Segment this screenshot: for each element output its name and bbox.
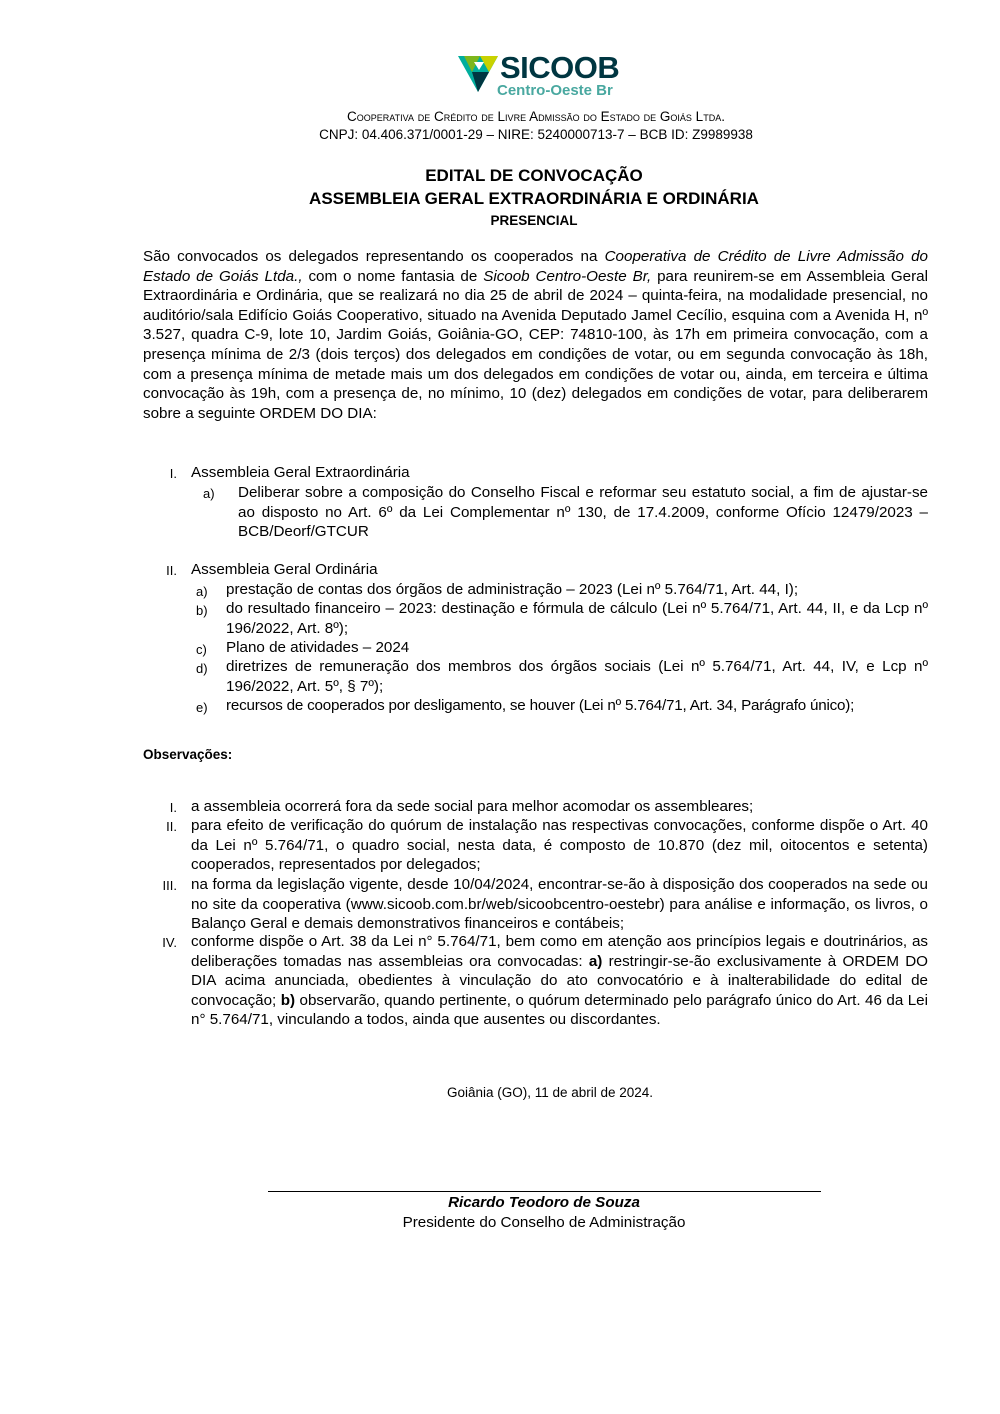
agenda-item: prestação de contas dos órgãos de administração – 2023 (Lei nº 5.764/71, Art. 44, I); [226, 581, 799, 598]
agenda-item-letter: b) [196, 603, 208, 618]
sicoob-logo-mark-icon [458, 54, 498, 94]
agenda-item-letter: a) [196, 584, 208, 599]
signer-name: Ricardo Teodoro de Souza [448, 1194, 640, 1211]
agenda-numeral: II. [166, 563, 177, 578]
observation-text: restringir-se-ão exclusivamente à ORDEM DO DIA acima anunciada, obedientes à vinculação do ato convocatório e à inalterabilidade do edital de convocação; [191, 952, 928, 1009]
observation-item: na forma da legislação vigente, desde 10/04/2024, encontrar-se-ão à disposição dos cooperados na sede ou no site da cooperativa (www.sicoob.com.br/web/sicoobcentro-oestebr) para análise e informação, os livros, o Balanço Geral e demais demonstrativos financeiros e contábeis; [191, 876, 928, 932]
observation-numeral: III. [162, 878, 177, 893]
document-subtitle: ASSEMBLEIA GERAL EXTRAORDINÁRIA E ORDINÁRIA [309, 189, 759, 208]
agenda-item: Deliberar sobre a composição do Conselho Fiscal e reformar seu estatuto social, a fim de ajustar-se ao disposto no Art. 6º da Lei Complementar nº 130, de 17.4.2009, conforme Ofício 12479/2023 – BCB/Deorf/GTCUR [238, 484, 928, 540]
signature-line [268, 1191, 821, 1192]
observation-marker-a: a) [588, 952, 603, 970]
agenda-item-letter: c) [196, 642, 207, 657]
logo-wordmark: SICOOB [500, 50, 620, 85]
observation-text: conforme dispõe o Art. 38 da Lei n° 5.764/71, bem como em atenção aos princípios legais e doutrinários, as deliberações tomadas nas assembleias ora convocadas: [191, 933, 928, 970]
logo-subtitle: Centro-Oeste Br [497, 82, 613, 99]
intro-fantasy-name: Sicoob Centro-Oeste Br, [483, 267, 652, 285]
observations-title: Observações: [143, 747, 233, 762]
agenda-section-title: Assembleia Geral Ordinária [191, 561, 378, 578]
signer-role: Presidente do Conselho de Administração [402, 1214, 686, 1231]
agenda-item: do resultado financeiro – 2023: destinação e fórmula de cálculo (Lei nº 5.764/71, Art. 44, II, e da Lcp nº 196/2022, Art. 8º); [226, 600, 928, 637]
agenda-item: diretrizes de remuneração dos membros dos órgãos sociais (Lei nº 5.764/71, Art. 44, IV, e Lcp nº 196/2022, Art. 5º, § 7º); [226, 658, 928, 695]
agenda-item: recursos de cooperados por desligamento, se houver (Lei nº 5.764/71, Art. 34, Parágrafo único); [226, 697, 855, 714]
observation-item: para efeito de verificação do quórum de instalação nas respectivas convocações, conforme dispõe o Art. 40 da Lei nº 5.764/71, o quadro social, nesta data, é composto de 10.870 (dez mil, oitocentos e setenta) cooperados, representados por delegados; [191, 817, 928, 873]
intro-coop-name: Cooperativa de Crédito de Livre Admissão do Estado de Goiás Ltda., [143, 248, 928, 285]
intro-text-2: com o nome fantasia de [302, 267, 484, 285]
place-and-date: Goiânia (GO), 11 de abril de 2024. [446, 1085, 654, 1100]
meeting-format: PRESENCIAL [490, 213, 578, 228]
agenda-item: Plano de atividades – 2024 [226, 639, 410, 656]
agenda-item-letter: e) [196, 700, 208, 715]
observation-text: observarão, quando pertinente, o quórum determinado pelo parágrafo único do Art. 46 da Lei n° 5.764/71, vinculando a todos, ainda que ausentes ou discordantes. [191, 991, 928, 1028]
observation-numeral: I. [169, 800, 177, 815]
observation-marker-b: b) [280, 991, 296, 1009]
registration-numbers: CNPJ: 04.406.371/0001-29 – NIRE: 5240000713-7 – BCB ID: Z9989938 [319, 127, 753, 142]
cooperative-name: Cooperativa de Crédito de Livre Admissão do Estado de Goiás Ltda. [347, 109, 725, 124]
sicoob-logo [458, 52, 618, 100]
document-title: EDITAL DE CONVOCAÇÃO [425, 166, 643, 185]
intro-text-3: para reunirem-se em Assembleia Geral Extraordinária e Ordinária, que se realizará no dia 25 de abril de 2024 – quinta-feira, na modalidade presencial, no auditório/sala Edifício Goiás Cooperativo, situado na Avenida Deputado Jamel Cecílio, esquina com a Avenida H, nº 3.527, quadra C-9, lote 10, Jardim Goiás, Goiânia-GO, CEP: 74810-100, às 17h em primeira convocação, com a presença mínima de 2/3 (dois terços) dos delegados em condições de votar, ou em segunda convocação às 18h, com a presença mínima de metade mais um dos delegados em condições de votar ou, ainda, em terceira e última convocação às 19h, com a presença de, no mínimo, 10 (dez) delegados em condições de votar, para deliberarem sobre a seguinte ORDEM DO DIA: [143, 267, 929, 422]
agenda-item-letter: a) [203, 486, 215, 501]
agenda-numeral: I. [169, 466, 177, 481]
observation-item [191, 932, 928, 1030]
observation-numeral: II. [166, 819, 177, 834]
intro-paragraph [143, 247, 928, 423]
agenda-section-title: Assembleia Geral Extraordinária [191, 464, 410, 481]
observation-numeral: IV. [162, 935, 177, 950]
intro-text-1: São convocados os delegados representando os cooperados na [143, 248, 605, 265]
agenda-item-letter: d) [196, 661, 208, 676]
observation-item: a assembleia ocorrerá fora da sede social para melhor acomodar os assembleares; [191, 798, 754, 815]
